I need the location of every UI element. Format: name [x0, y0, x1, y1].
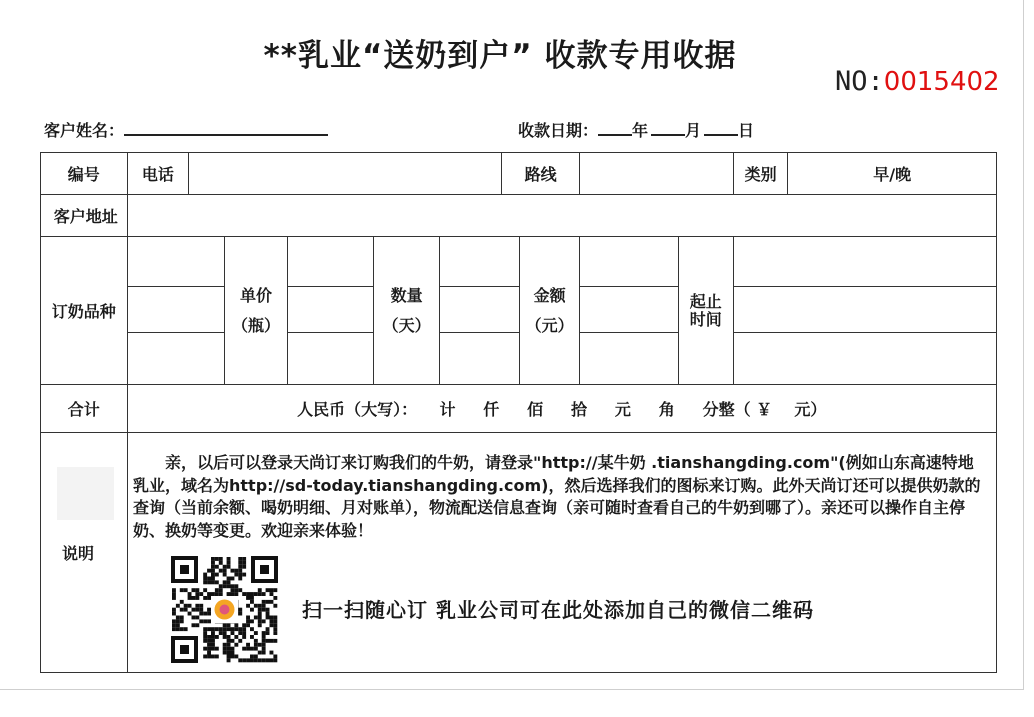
month-field[interactable]: [651, 120, 685, 136]
period-input[interactable]: [733, 237, 996, 287]
receipt-number-value: 0015402: [883, 67, 1000, 97]
customer-name-field[interactable]: [124, 120, 328, 136]
note-paragraph: 亲，以后可以登录天尚订来订购我们的牛奶，请登录"http://某牛奶 .tianshangding.com"(例如山东高速特地乳业，域名为http://sd-today.tianshangding.com)，然后选择我们的图标来订购。此外天尚订还可以提供奶款的查询（当前余额、喝奶明细、月对账单），物流配送信息查询（亲可随时查看自己的牛奶到哪了）。亲还可以操作自主停奶、换奶等变更。欢迎亲来体验！: [133, 453, 981, 540]
day-label: 日: [738, 121, 755, 140]
product-input[interactable]: [127, 237, 225, 287]
product-label: 订奶品种: [41, 237, 128, 385]
product-input[interactable]: [127, 287, 225, 333]
customer-name-row: [44, 118, 328, 141]
quantity-header: [374, 237, 439, 385]
payment-date-row: [518, 118, 754, 141]
receipt-number-prefix: NO:: [835, 66, 884, 97]
unit-price-label: 单价: [240, 285, 273, 305]
quantity-input[interactable]: [439, 287, 520, 333]
quantity-label: 数量: [390, 285, 423, 305]
phone-label: 电话: [127, 153, 188, 195]
note-label: 说明: [62, 544, 95, 563]
year-label: 年: [632, 121, 649, 140]
payment-date-label: 收款日期：: [518, 121, 599, 140]
amount-label: 金额: [533, 285, 566, 305]
unit-price-input[interactable]: [287, 237, 374, 287]
category-label: 类别: [733, 153, 787, 195]
phone-input[interactable]: [189, 153, 502, 195]
amount-unit: （元）: [525, 315, 574, 335]
receipt-title: **乳业“送奶到户” 收款专用收据: [263, 38, 737, 74]
period-label-1: 起止: [689, 291, 722, 311]
unit-price-input[interactable]: [287, 333, 374, 385]
day-field[interactable]: [704, 120, 738, 136]
route-label: 路线: [502, 153, 580, 195]
unit-price-header: [225, 237, 287, 385]
product-input[interactable]: [127, 333, 225, 385]
qr-caption: 扫一扫随心订 乳业公司可在此处添加自己的微信二维码: [302, 598, 814, 622]
amount-input[interactable]: [579, 333, 678, 385]
amount-header: [520, 237, 579, 385]
month-label: 月: [685, 121, 702, 140]
quantity-input[interactable]: [439, 333, 520, 385]
period-input[interactable]: [733, 287, 996, 333]
total-label: 合计: [41, 385, 128, 433]
quantity-input[interactable]: [439, 237, 520, 287]
address-label: 客户地址: [41, 195, 128, 237]
year-field[interactable]: [598, 120, 632, 136]
amount-input[interactable]: [579, 237, 678, 287]
period-input[interactable]: [733, 333, 996, 385]
period-label-2: 时间: [689, 309, 722, 329]
amount-input[interactable]: [579, 287, 678, 333]
total-amount-text: 人民币（大写）： 计 仟 佰 拾 元 角 分整（ ￥ 元）: [127, 385, 996, 433]
logo-placeholder: [57, 467, 114, 520]
route-input[interactable]: [579, 153, 733, 195]
address-input[interactable]: [127, 195, 996, 237]
customer-name-label: 客户姓名：: [44, 121, 125, 140]
wechat-qr-code[interactable]: [171, 556, 278, 663]
quantity-unit: （天）: [382, 315, 431, 335]
id-label: 编号: [41, 153, 128, 195]
unit-price-unit: （瓶）: [232, 315, 281, 335]
period-header: [678, 237, 733, 385]
receipt-number: [835, 66, 1000, 97]
unit-price-input[interactable]: [287, 287, 374, 333]
category-value: 早/晚: [788, 153, 997, 195]
